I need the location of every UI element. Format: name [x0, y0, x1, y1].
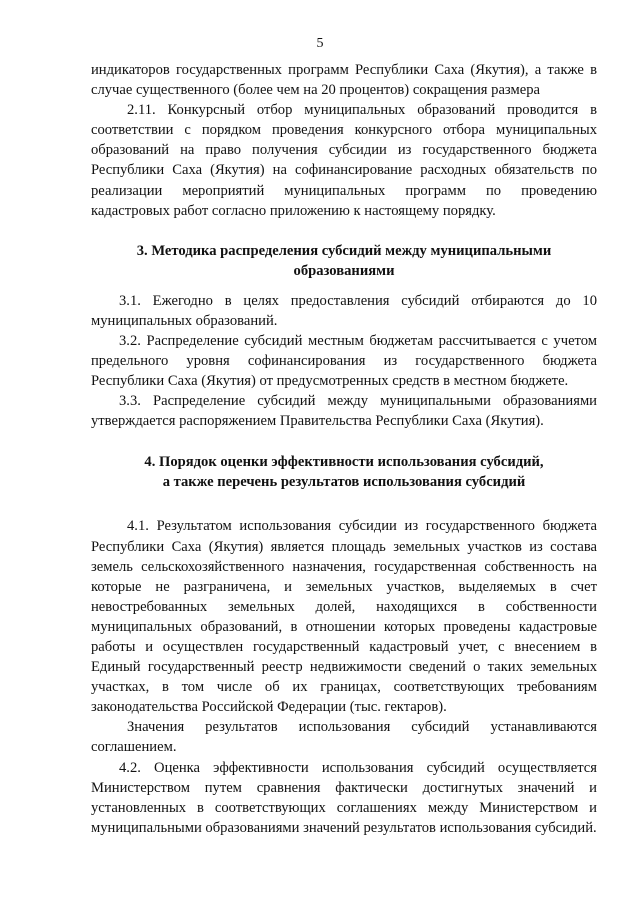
spacer: [91, 281, 597, 291]
paragraph-3-1: 3.1. Ежегодно в целях предоставления субсидий отбираются до 10 муниципальных образований.: [91, 292, 597, 329]
page-number: 5: [316, 36, 324, 51]
section-4-heading-line-1: 4. Порядок оценки эффективности использования субсидий,: [144, 454, 544, 471]
paragraph-3-3: 3.3. Распределение субсидий между муниципальными образованиями утверждается распоряжением Правительства Республики Саха (Якутия).: [91, 393, 597, 430]
spacer: [91, 431, 597, 452]
section-3-heading: [91, 241, 597, 281]
section-4-heading-line-2: а также перечень результатов использования субсидий: [162, 474, 526, 491]
section-3-heading-line-1: 3. Методика распределения субсидий между муниципальными: [136, 242, 552, 259]
section-3-heading-line-2: образованиями: [293, 262, 395, 279]
spacer: [91, 492, 597, 516]
paragraph-3-2: 3.2. Распределение субсидий местным бюджетам рассчитывается с учетом предельного уровня софинансирования из государственного бюджета Республики Саха (Якутия) от предусмотренных средств в местном бюджете.: [91, 332, 597, 390]
paragraph-4-1: 4.1. Результатом использования субсидии из государственного бюджета Республики Саха (Якутия) является площадь земельных участков из состава земель сельскохозяйственного назначения, государственная собственность на которые не разграничена, и земельных участков, выделяемых в счет невостребованных земельных долей, находящихся в собственности муниципальных образований, в отношении которых проведены кадастровые работы и осуществлен государственный кадастровый учет, с внесением в Единый государственный реестр недвижимости сведений о таких земельных участках, в том числе об их границах, соответствующих требованиям законодательства Российской Федерации (тыс. гектаров).: [91, 518, 597, 716]
paragraph-4-2: 4.2. Оценка эффективности использования субсидий осуществляется Министерством путем сравнения фактически достигнутых значений и установленных в соответствующих соглашениях между Министерством и муниципальными образованиями значений результатов использования субсидий.: [91, 759, 597, 836]
paragraph-4-1-values: Значения результатов использования субсидий устанавливаются соглашением.: [91, 719, 597, 756]
paragraph-continuation: индикаторов государственных программ Республики Саха (Якутия), а также в случае существенного (более чем на 20 процентов) сокращения размера: [91, 62, 597, 99]
section-4-heading: [91, 452, 597, 492]
paragraph-2-11: 2.11. Конкурсный отбор муниципальных образований проводится в соответствии с порядком проведения конкурсного отбора муниципальных образований на право получения субсидии из государственного бюджета Республики Саха (Якутия) на софинансирование расходных обязательств по реализации мероприятий муниципальных программ по проведению кадастровых работ согласно приложению к настоящему порядку.: [91, 102, 597, 219]
spacer: [91, 221, 597, 241]
document-body: [91, 60, 597, 838]
